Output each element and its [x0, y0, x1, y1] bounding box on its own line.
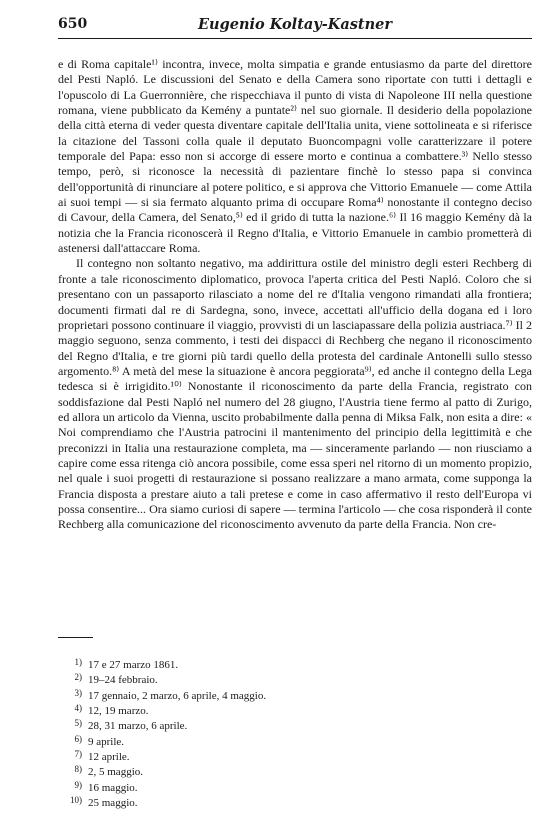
footnote-number: 4) [74, 703, 82, 714]
footnote [64, 747, 364, 762]
footnote [64, 716, 364, 731]
footnote [64, 732, 364, 747]
footnotes [64, 655, 364, 808]
footnote-text: 28, 31 marzo, 6 aprile. [88, 720, 188, 733]
footnote-number: 2) [74, 672, 82, 683]
footnote [64, 686, 364, 701]
running-head: Eugenio Koltay-Kastner [198, 16, 392, 33]
footnote-rule [58, 637, 93, 638]
page-number: 650 [58, 16, 88, 32]
footnote-number: 10) [70, 795, 82, 806]
footnote-number: 8) [74, 764, 82, 775]
footnote-number: 7) [74, 749, 82, 760]
footnote [64, 701, 364, 716]
footnote-text: 2, 5 maggio. [88, 766, 143, 779]
footnote-number: 3) [74, 687, 82, 698]
footnote [64, 778, 364, 793]
footnote-number: 9) [74, 779, 82, 790]
footnote [64, 793, 364, 808]
footnote-text: 17 e 27 marzo 1861. [88, 659, 179, 671]
footnote-text: 9 aprile. [88, 735, 125, 748]
footnote-text: 25 maggio. [88, 797, 138, 810]
footnote-text: 12 aprile. [88, 751, 130, 764]
footnote [64, 762, 364, 777]
footnote-text: 12, 19 marzo. [88, 705, 149, 718]
footnote-number: 6) [74, 733, 82, 744]
footnote [64, 655, 364, 670]
footnote-text: 19–24 febbraio. [88, 674, 158, 687]
footnote-number: 1) [74, 657, 82, 667]
paragraph: Il contegno non soltanto negativo, ma addirittura ostile del ministro degli esteri Rechberg di fronte a tale riconoscimento diplomatico, provoca l'aperta critica del Pesti Napló. Coloro che si presentano con un passaporto rilasciato a nome del re d'Italia vengono rimandati alla frontiera; documenti firmati dal re di Sardegna, sono, invece, accettati all'ufficio della dogana ed i loro proprietari possono continuare il viaggio, provvisti di un lasciapassare della polizia austriaca.⁷⁾ Il 2 maggio seguono, senza commento, i testi dei dispacci di Rechberg che negano il riconoscimento del Regno d'Italia, e tre giorni più tardi quello della protesta del cardinale Antonelli sullo stesso argomento.⁸⁾ A metà del mese la situazione è ancora peggiorata⁹⁾, ed anche il contegno della Lega tedesca si è irrigidito.¹⁰⁾ Nonostante il riconoscimento da parte della Francia, registrato con soddisfazione dal Pesti Napló nel numero del 28 giugno, l'Austria tiene fermo al patto di Zurigo, ed allora un articolo da Vienna, uscito probabilmente dalla penna di Miksa Falk, non esita a dire: « Noi comprendiamo che l'Austria patrocini il mantenimento del principio della legittimità e che preconizzi in Italia una restaurazione completa, ma — sinceramente parlando — non riusciamo a capire come essa ritenga ciò ancora possibile, come essa speri nel ritorno di un momento propizio, nel quale i suoi progetti di restaurazione si possano realizzare a mano armata, come supponga la Francia disposta a prestare aiuto a tali pretese e come in caso affermativo il resto dell'Europa vi possa consentire... Ora siamo curiosi di sapere — termina l'articolo — che cosa risponderà il conte Rechberg alla comunicazione del riconoscimento avvenuto da parte della Francia. Non cre- [58, 256, 532, 532]
footnote-number: 5) [74, 718, 82, 729]
page-header [58, 16, 532, 34]
header-rule [58, 38, 532, 39]
footnote-text: 16 maggio. [88, 781, 138, 794]
body-text [58, 57, 532, 533]
paragraph: e di Roma capitale¹⁾ incontra, invece, molta simpatia e grande entusiasmo da parte del direttore del Pesti Napló. Le discussioni del Senato e della Camera sono riportate con tutti i dettagli e l'opuscolo di La Guerronnière, che rispecchiava il punto di vista di Napoleone III nella questione romana, viene pubblicato da Kemény a puntate²⁾ nel suo giornale. Il desiderio della popolazione della città eterna di veder questa diventare capitale dell'Italia unita, viene sottolineata e si riferisce la citazione del Tassoni colla quale il deputato Buoncompagni volle caratterizzare il potere temporale del Papa: esso non si accorge di essere morto e continua a combattere.³⁾ Nello stesso tempo, però, si riconosce la necessità di pazientare finchè lo stesso papa si convinca dell'opportunità di rinunciare al potere politico, e si approva che Vittorio Emanuele — come Attila ai suoi tempi — si sia fermato alquanto prima di occupare Roma⁴⁾ nonostante il contegno deciso di Cavour, della Camera, del Senato,⁵⁾ ed il grido di tutta la nazione.⁶⁾ Il 16 maggio Kemény dà la notizia che la Francia riconoscerà il Regno d'Italia, e Vittorio Emanuele in cambio prometterà di astenersi dall'attaccare Roma. [58, 57, 532, 256]
footnote [64, 670, 364, 685]
footnote-text: 17 gennaio, 2 marzo, 6 aprile, 4 maggio. [88, 689, 267, 702]
